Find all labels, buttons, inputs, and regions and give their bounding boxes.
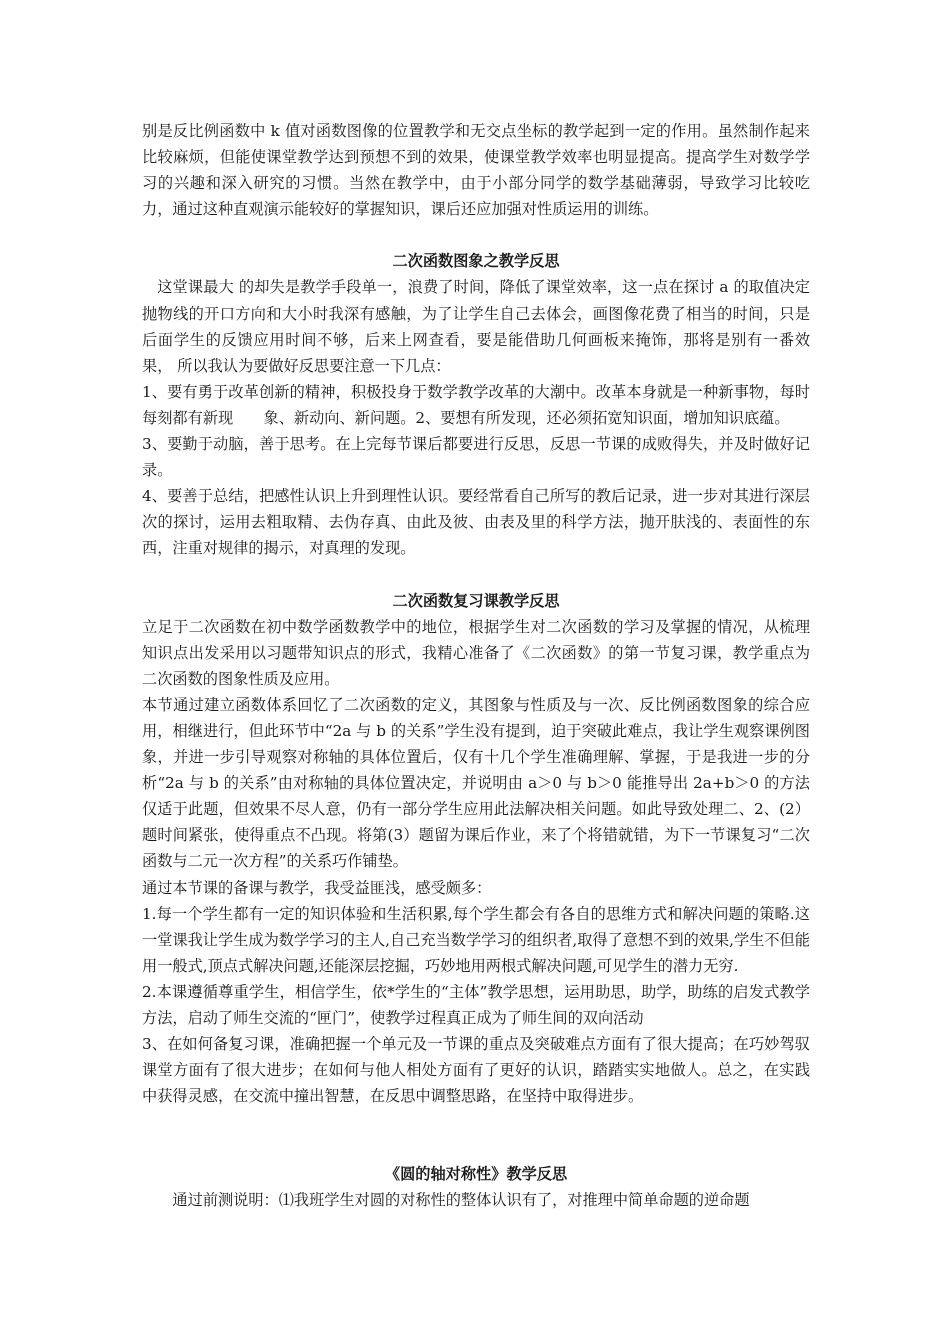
section-2-paragraph-2: 本节通过建立函数体系回忆了二次函数的定义，其图象与性质及与一次、反比例函数图象的综合应用，相继进行，但此环节中“2a 与 b 的关系”学生没有提到，迫于突破此难点，我让学生观察课例图象，并进一步引导观察对称轴的具体位置后，仅有十几个学生准确理解、掌握，于是我进一步的分析“2a 与 b 的关系”由对称轴的具体位置决定，并说明由 a＞0 与 b＞0 能推导出 2a+b＞0 的方法仅适于此题，但效果不尽人意，仍有一部分学生应用此法解决相关问题。如此导致处理二、2、(2）题时间紧张，使得重点不凸现。将第(3）题留为课后作业，来了个将错就错，为下一节课复习“二次函数与二元一次方程”的关系巧作铺垫。: [142, 695, 810, 871]
section-2-paragraph-1: 立足于二次函数在初中数学函数教学中的地位，根据学生对二次函数的学习及掌握的情况，从梳理知识点出发采用以习题带知识点的形式，我精心准备了《二次函数》的第一节复习课，教学重点为二次函数的图象性质及应用。: [142, 617, 810, 688]
document-page: [142, 118, 810, 1214]
section-2-point-1: 1.每一个学生都有一定的知识体验和生活积累,每个学生都会有各自的思维方式和解决问题的策略.这一堂课我让学生成为数学学习的主人,自己充当数学学习的组织者,取得了意想不到的效果,学生不但能用一般式,顶点式解决问题,还能深层挖掘，巧妙地用两根式解决问题,可见学生的潜力无穷.: [142, 904, 810, 975]
section-2-point-2: 2.本课遵循尊重学生，相信学生，依*学生的“主体”教学思想，运用助思，助学，助练的启发式教学方法，启动了师生交流的“匣门”，使教学过程真正成为了师生间的双向活动: [142, 982, 810, 1027]
intro-paragraph: 别是反比例函数中 k 值对函数图像的位置教学和无交点坐标的教学起到一定的作用。虽然制作起来比较麻烦，但能使课堂教学达到预想不到的效果，使课堂教学效率也明显提高。提高学生对数学学习的兴趣和深入研究的习惯。当然在教学中，由于小部分同学的数学基础薄弱，导致学习比较吃力，通过这种直观演示能较好的掌握知识，课后还应加强对性质运用的训练。: [142, 122, 810, 219]
section-title-quadratic-review-reflection: 二次函数复习课教学反思: [392, 591, 560, 610]
spacer: [142, 562, 810, 588]
section-1-point-3: 3、要勤于动脑，善于思考。在上完每节课后都要进行反思，反思一节课的成败得失，并及时做好记录。: [142, 435, 810, 480]
section-3-paragraph-1: 通过前测说明：⑴我班学生对圆的对称性的整体认识有了，对推理中简单命题的逆命题: [172, 1191, 750, 1210]
spacer: [142, 222, 810, 248]
spacer: [142, 1109, 810, 1161]
section-1-point-4: 4、要善于总结，把感性认识上升到理性认识。要经常看自己所写的教后记录，进一步对其进行深层次的探讨，运用去粗取精、去伪存真、由此及彼、由表及里的科学方法，抛开肤浅的、表面性的东西，注重对规律的揭示，对真理的发现。: [142, 487, 810, 558]
section-title-quadratic-graph-reflection: 二次函数图象之教学反思: [392, 252, 560, 271]
section-1-point-1: 1、要有勇于改革创新的精神，积极投身于数学教学改革的大潮中。改革本身就是一种新事物，每时每刻都有新现 象、新动向、新问题。2、要想有所发现，还必须拓宽知识面，增加知识底蕴。: [142, 382, 810, 427]
section-1-paragraph-1: 这堂课最大 的却失是教学手段单一，浪费了时间，降低了课堂效率，这一点在探讨 a 的取值决定抛物线的开口方向和大小时我深有感触，为了让学生自己去体会，画图像花费了相当的时间，只是后面学生的反馈应用时间不够，后来上网查看，要是能借助几何画板来掩饰，那将是别有一番效果， 所以我认为要做好反思要注意一下几点：: [142, 278, 810, 375]
section-2-paragraph-3: 通过本节课的备课与教学，我受益匪浅，感受颇多：: [142, 878, 492, 897]
section-2-point-3: 3、在如何备复习课，准确把握一个单元及一节课的重点及突破难点方面有了很大提高；在巧妙驾驭课堂方面有了很大进步；在如何与他人相处方面有了更好的认识，踏踏实实地做人。总之，在实践中获得灵感，在交流中撞出智慧，在反思中调整思路，在坚持中取得进步。: [142, 1035, 810, 1106]
section-title-circle-symmetry-reflection: 《圆的轴对称性》教学反思: [384, 1165, 568, 1184]
